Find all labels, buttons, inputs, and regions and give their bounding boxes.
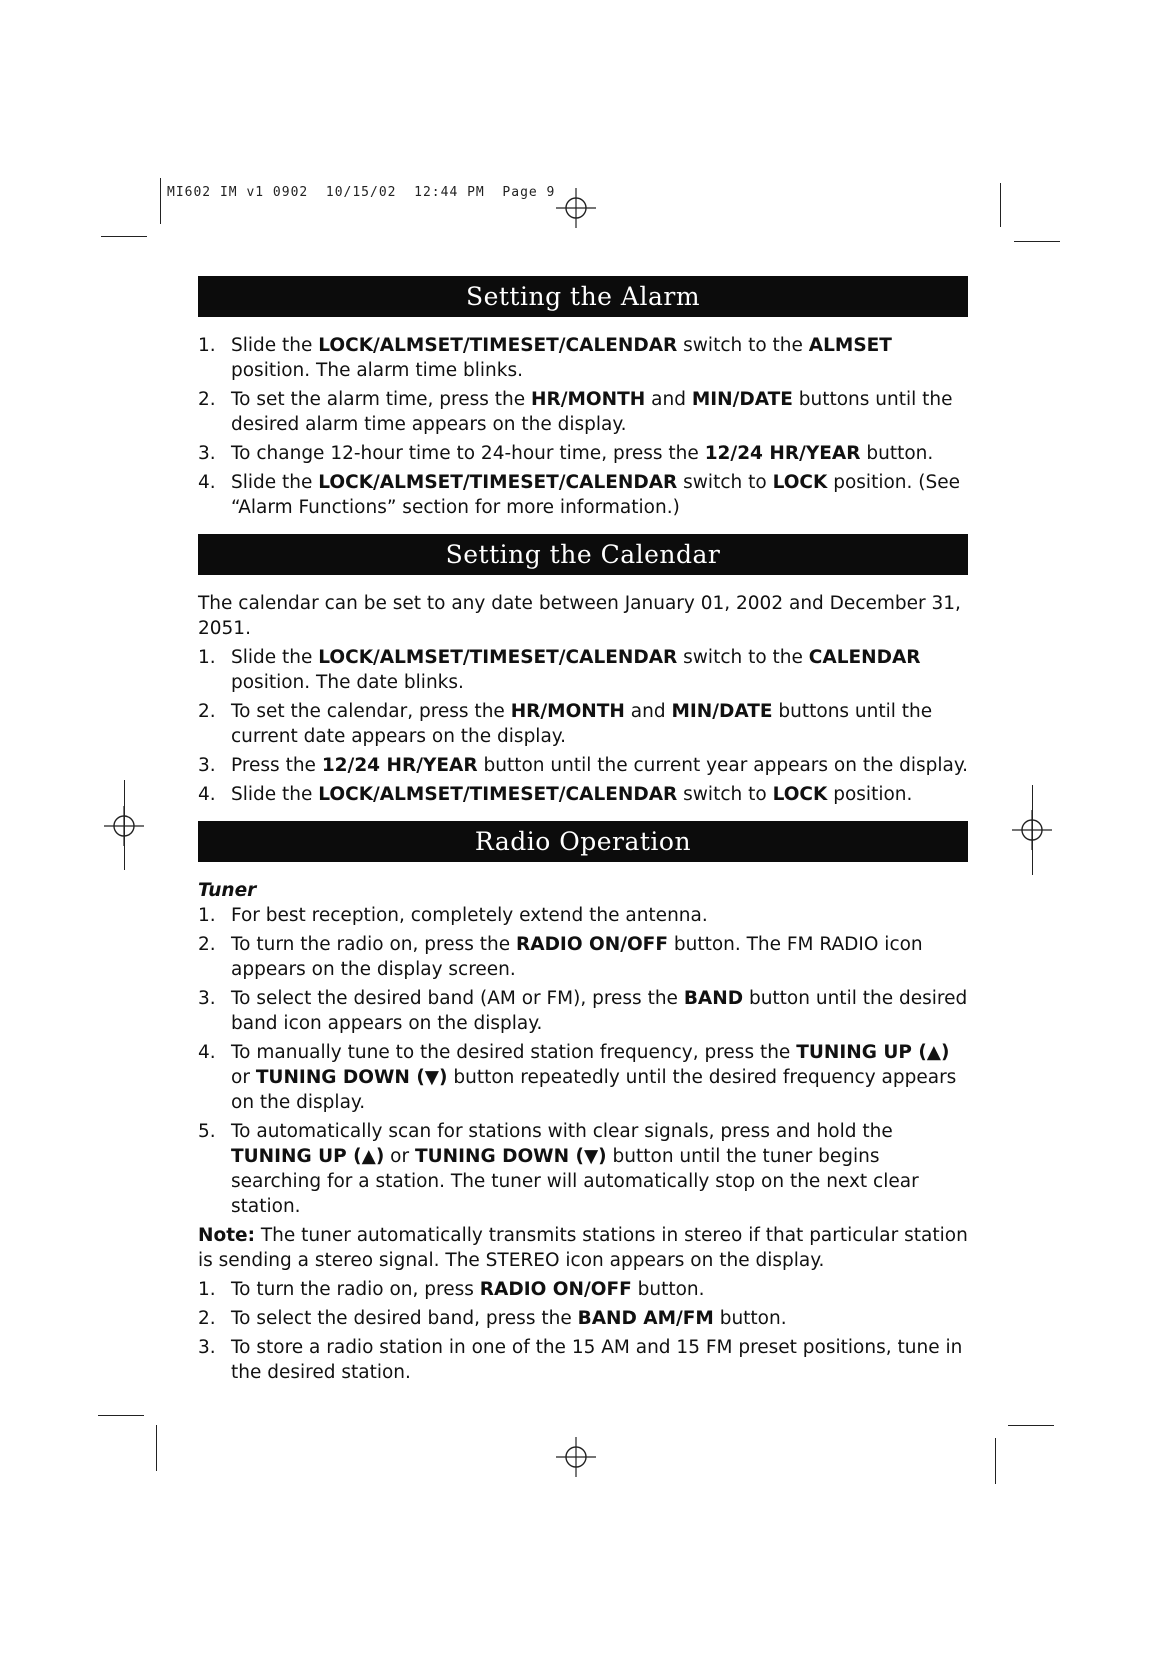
step-text: or xyxy=(231,1067,256,1088)
control-name: BAND AM/FM xyxy=(577,1308,714,1329)
crop-mark xyxy=(1032,785,1033,875)
list-item xyxy=(198,1306,968,1331)
step-number: 1. xyxy=(198,335,216,356)
control-name: LOCK/ALMSET/TIMESET/CALENDAR xyxy=(318,784,678,805)
step-number: 1. xyxy=(198,647,216,668)
crop-mark xyxy=(160,178,161,224)
control-name: BAND xyxy=(683,988,744,1009)
step-text: button. xyxy=(860,443,934,464)
step-number: 1. xyxy=(198,1279,216,1300)
step-text: position. xyxy=(827,784,913,805)
calendar-intro: The calendar can be set to any date between January 01, 2002 and December 31, 2051. xyxy=(198,593,961,639)
list-item xyxy=(198,699,968,749)
step-text: switch to the xyxy=(677,647,809,668)
step-number: 2. xyxy=(198,389,216,410)
list-item xyxy=(198,1040,968,1115)
step-text: and xyxy=(645,389,692,410)
step-text: Press the xyxy=(231,755,322,776)
step-text: For best reception, completely extend the antenna. xyxy=(231,905,708,926)
step-text: To turn the radio on, press the xyxy=(231,934,517,955)
page-content xyxy=(198,276,968,1389)
list-item xyxy=(198,1277,968,1302)
list-item xyxy=(198,932,968,982)
step-number: 2. xyxy=(198,934,216,955)
control-name: LOCK/ALMSET/TIMESET/CALENDAR xyxy=(318,335,678,356)
control-name: LOCK xyxy=(772,784,828,805)
preset-steps xyxy=(198,1277,968,1385)
section-heading-calendar: Setting the Calendar xyxy=(198,534,968,575)
step-text: buttons until the current date appears on the display. xyxy=(231,701,933,747)
list-item xyxy=(198,441,968,466)
step-text: switch to the xyxy=(677,335,809,356)
step-text: To store a radio station in one of the 15 AM and 15 FM preset positions, tune in the desired station. xyxy=(231,1337,963,1383)
control-name: ALMSET xyxy=(808,335,892,356)
step-number: 3. xyxy=(198,755,216,776)
crop-mark xyxy=(156,1425,157,1471)
crop-mark xyxy=(98,1415,144,1416)
tuner-steps xyxy=(198,903,968,1219)
control-name: TUNING UP (▲) xyxy=(231,1146,385,1167)
step-number: 2. xyxy=(198,1308,216,1329)
list-item xyxy=(198,782,968,807)
list-item xyxy=(198,753,968,778)
step-text: or xyxy=(384,1146,415,1167)
step-number: 3. xyxy=(198,988,216,1009)
control-name: MIN/DATE xyxy=(691,389,793,410)
step-text: button. The FM RADIO icon appears on the display screen. xyxy=(231,934,923,980)
control-name: TUNING DOWN (▼) xyxy=(414,1146,607,1167)
step-text: To manually tune to the desired station frequency, press the xyxy=(231,1042,797,1063)
step-text: To select the desired band (AM or FM), press the xyxy=(231,988,684,1009)
note-label: Note: xyxy=(198,1225,255,1246)
control-name: HR/MONTH xyxy=(510,701,625,722)
step-number: 5. xyxy=(198,1121,216,1142)
step-text: switch to xyxy=(677,784,773,805)
step-text: Slide the xyxy=(231,335,319,356)
step-text: buttons until the desired alarm time appears on the display. xyxy=(231,389,953,435)
control-name: TUNING UP (▲) xyxy=(796,1042,950,1063)
crop-mark xyxy=(101,236,147,237)
step-text: Slide the xyxy=(231,647,319,668)
crop-mark xyxy=(995,1438,996,1484)
step-number: 1. xyxy=(198,905,216,926)
step-text: button until the tuner begins searching for a station. The tuner will automatically stop on the next clear station. xyxy=(231,1146,919,1217)
alarm-steps xyxy=(198,333,968,520)
control-name: RADIO ON/OFF xyxy=(516,934,668,955)
control-name: LOCK xyxy=(772,472,828,493)
control-name: RADIO ON/OFF xyxy=(479,1279,632,1300)
control-name: TUNING DOWN (▼) xyxy=(255,1067,448,1088)
list-item xyxy=(198,903,968,928)
control-name: MIN/DATE xyxy=(671,701,773,722)
control-name: CALENDAR xyxy=(808,647,921,668)
step-text: To turn the radio on, press xyxy=(231,1279,480,1300)
section-heading-radio: Radio Operation xyxy=(198,821,968,862)
control-name: 12/24 HR/YEAR xyxy=(321,755,478,776)
crop-mark xyxy=(124,780,125,870)
step-text: switch to xyxy=(677,472,773,493)
step-number: 4. xyxy=(198,472,216,493)
step-text: and xyxy=(624,701,672,722)
step-text: To select the desired band, press the xyxy=(231,1308,578,1329)
control-name: HR/MONTH xyxy=(531,389,646,410)
step-text: To change 12-hour time to 24-hour time, press the xyxy=(231,443,705,464)
step-text: To set the alarm time, press the xyxy=(231,389,532,410)
step-number: 3. xyxy=(198,443,216,464)
step-text: button repeatedly until the desired frequency appears on the display. xyxy=(231,1067,957,1113)
note-text: The tuner automatically transmits stations in stereo if that particular station is sending a stereo signal. The STEREO icon appears on the display. xyxy=(198,1225,968,1271)
list-item xyxy=(198,470,968,520)
calendar-steps xyxy=(198,645,968,807)
crop-mark xyxy=(1014,241,1060,242)
section-heading-alarm: Setting the Alarm xyxy=(198,276,968,317)
step-text: position. The date blinks. xyxy=(231,672,464,693)
step-text: button until the current year appears on the display. xyxy=(477,755,969,776)
control-name: 12/24 HR/YEAR xyxy=(704,443,861,464)
list-item xyxy=(198,387,968,437)
step-text: To automatically scan for stations with clear signals, press and hold the xyxy=(231,1121,893,1142)
registration-mark xyxy=(556,188,596,228)
list-item xyxy=(198,1335,968,1385)
printer-slug: MI602 IM v1 0902 10/15/02 12:44 PM Page 9 xyxy=(167,185,556,200)
crop-mark xyxy=(1000,183,1001,227)
step-text: button. xyxy=(713,1308,787,1329)
step-number: 4. xyxy=(198,1042,216,1063)
control-name: LOCK/ALMSET/TIMESET/CALENDAR xyxy=(318,647,678,668)
list-item xyxy=(198,1119,968,1219)
step-number: 3. xyxy=(198,1337,216,1358)
tuner-subheading: Tuner xyxy=(198,880,257,901)
registration-mark xyxy=(556,1437,596,1477)
control-name: LOCK/ALMSET/TIMESET/CALENDAR xyxy=(318,472,678,493)
step-text: position. (See “Alarm Functions” section for more information.) xyxy=(231,472,960,518)
step-text: button. xyxy=(631,1279,705,1300)
step-text: To set the calendar, press the xyxy=(231,701,511,722)
step-text: button until the desired band icon appears on the display. xyxy=(231,988,968,1034)
list-item xyxy=(198,986,968,1036)
step-text: position. The alarm time blinks. xyxy=(231,360,523,381)
step-text: Slide the xyxy=(231,784,319,805)
list-item xyxy=(198,645,968,695)
tuner-note xyxy=(198,1223,968,1273)
list-item xyxy=(198,333,968,383)
step-number: 2. xyxy=(198,701,216,722)
step-number: 4. xyxy=(198,784,216,805)
step-text: Slide the xyxy=(231,472,319,493)
crop-mark xyxy=(1008,1425,1054,1426)
